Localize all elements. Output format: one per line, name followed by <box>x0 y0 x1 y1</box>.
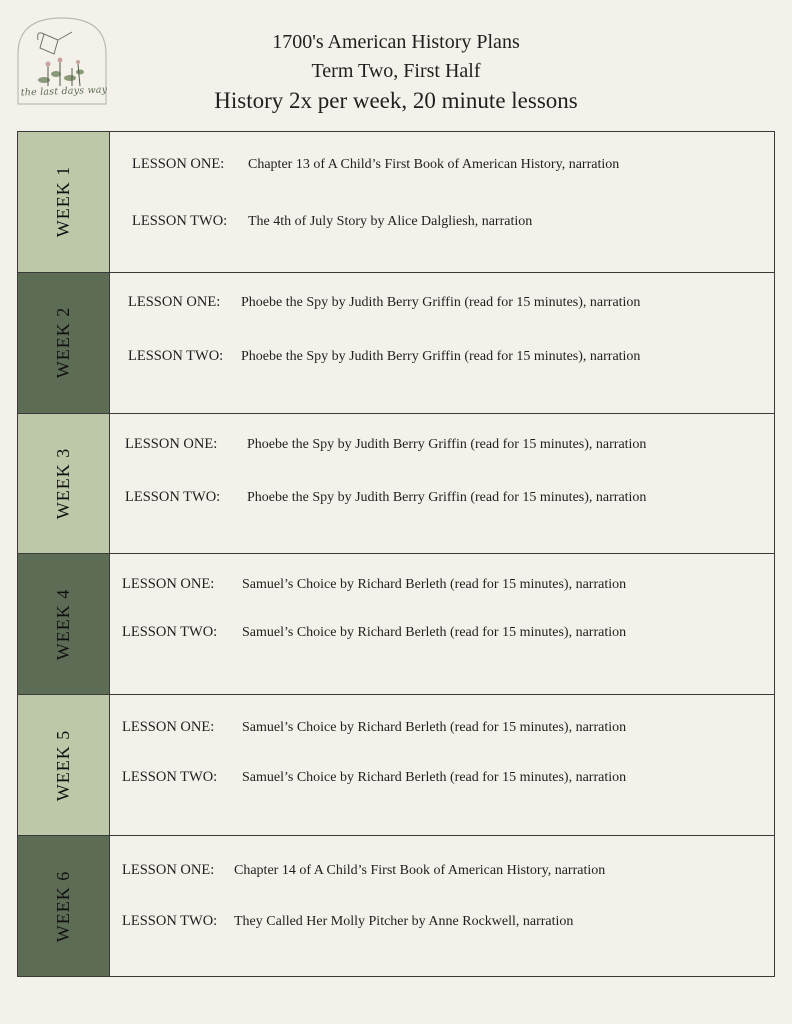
lesson-text: Phoebe the Spy by Judith Berry Griffin (read for 15 minutes), narration <box>247 489 647 505</box>
lesson-two <box>132 213 532 230</box>
week-row <box>18 272 774 413</box>
lesson-one <box>122 576 626 593</box>
week-label-cell <box>18 836 110 976</box>
lesson-text: Chapter 13 of A Child’s First Book of American History, narration <box>248 157 620 172</box>
week-label: WEEK 4 <box>52 588 73 661</box>
lesson-text: Samuel’s Choice by Richard Berleth (read for 15 minutes), narration <box>242 625 627 641</box>
page-header <box>0 28 792 115</box>
lesson-label: LESSON TWO: <box>132 213 228 229</box>
lesson-label: LESSON ONE: <box>122 576 215 593</box>
lesson-text: Samuel’s Choice by Richard Berleth (read for 15 minutes), narration <box>242 770 627 786</box>
lesson-text: Samuel’s Choice by Richard Berleth (read for 15 minutes), narration <box>242 720 627 736</box>
lesson-text: Chapter 14 of A Child’s First Book of American History, narration <box>234 863 606 879</box>
week-row <box>18 835 774 976</box>
lesson-text: They Called Her Molly Pitcher by Anne Rockwell, narration <box>234 914 574 930</box>
lessons-cell <box>110 132 774 272</box>
lesson-label: LESSON ONE: <box>132 156 225 172</box>
lesson-label: LESSON ONE: <box>128 293 221 310</box>
week-row <box>18 553 774 694</box>
lesson-two <box>122 913 573 930</box>
week-row <box>18 132 774 272</box>
lessons-cell <box>110 414 774 554</box>
lesson-one <box>125 436 646 453</box>
lesson-label: LESSON ONE: <box>125 435 218 452</box>
week-label: WEEK 1 <box>52 166 73 238</box>
lesson-label: LESSON ONE: <box>122 862 215 879</box>
week-label-cell <box>18 414 110 554</box>
lesson-label: LESSON TWO: <box>122 769 218 786</box>
lesson-one <box>122 862 605 879</box>
lessons-cell <box>110 273 774 413</box>
week-label-cell <box>18 132 110 272</box>
lesson-one <box>122 719 626 736</box>
week-label-cell <box>18 554 110 694</box>
page-title: 1700's American History Plans <box>272 31 520 53</box>
lesson-text: Phoebe the Spy by Judith Berry Griffin (read for 15 minutes), narration <box>241 294 641 310</box>
lesson-plan-table <box>17 131 775 977</box>
lesson-text: Phoebe the Spy by Judith Berry Griffin (read for 15 minutes), narration <box>241 348 641 364</box>
lesson-two <box>125 489 646 506</box>
lesson-label: LESSON TWO: <box>122 624 218 641</box>
lesson-two <box>122 769 626 786</box>
logo-tagline: the last days way <box>20 84 108 99</box>
week-label: WEEK 3 <box>52 447 73 520</box>
lesson-label: LESSON ONE: <box>122 719 215 736</box>
lesson-one <box>128 294 640 311</box>
lesson-text: The 4th of July Story by Alice Dalgliesh, narration <box>248 214 533 229</box>
week-row <box>18 694 774 835</box>
week-label: WEEK 5 <box>52 729 73 801</box>
lessons-cell <box>110 695 774 835</box>
lesson-text: Samuel’s Choice by Richard Berleth (read for 15 minutes), narration <box>242 577 627 593</box>
lesson-label: LESSON TWO: <box>122 913 218 930</box>
lessons-cell <box>110 836 774 976</box>
schedule-note: History 2x per week, 20 minute lessons <box>214 88 578 113</box>
lesson-one <box>132 156 619 173</box>
week-label: WEEK 2 <box>52 306 73 379</box>
week-row <box>18 413 774 554</box>
week-label: WEEK 6 <box>52 870 73 942</box>
lesson-text: Phoebe the Spy by Judith Berry Griffin (read for 15 minutes), narration <box>247 436 647 452</box>
lesson-two <box>122 624 626 641</box>
lesson-two <box>128 348 640 365</box>
lesson-label: LESSON TWO: <box>128 347 224 364</box>
week-label-cell <box>18 695 110 835</box>
lessons-cell <box>110 554 774 694</box>
page-subtitle: Term Two, First Half <box>311 60 481 82</box>
week-label-cell <box>18 273 110 413</box>
lesson-label: LESSON TWO: <box>125 488 221 505</box>
